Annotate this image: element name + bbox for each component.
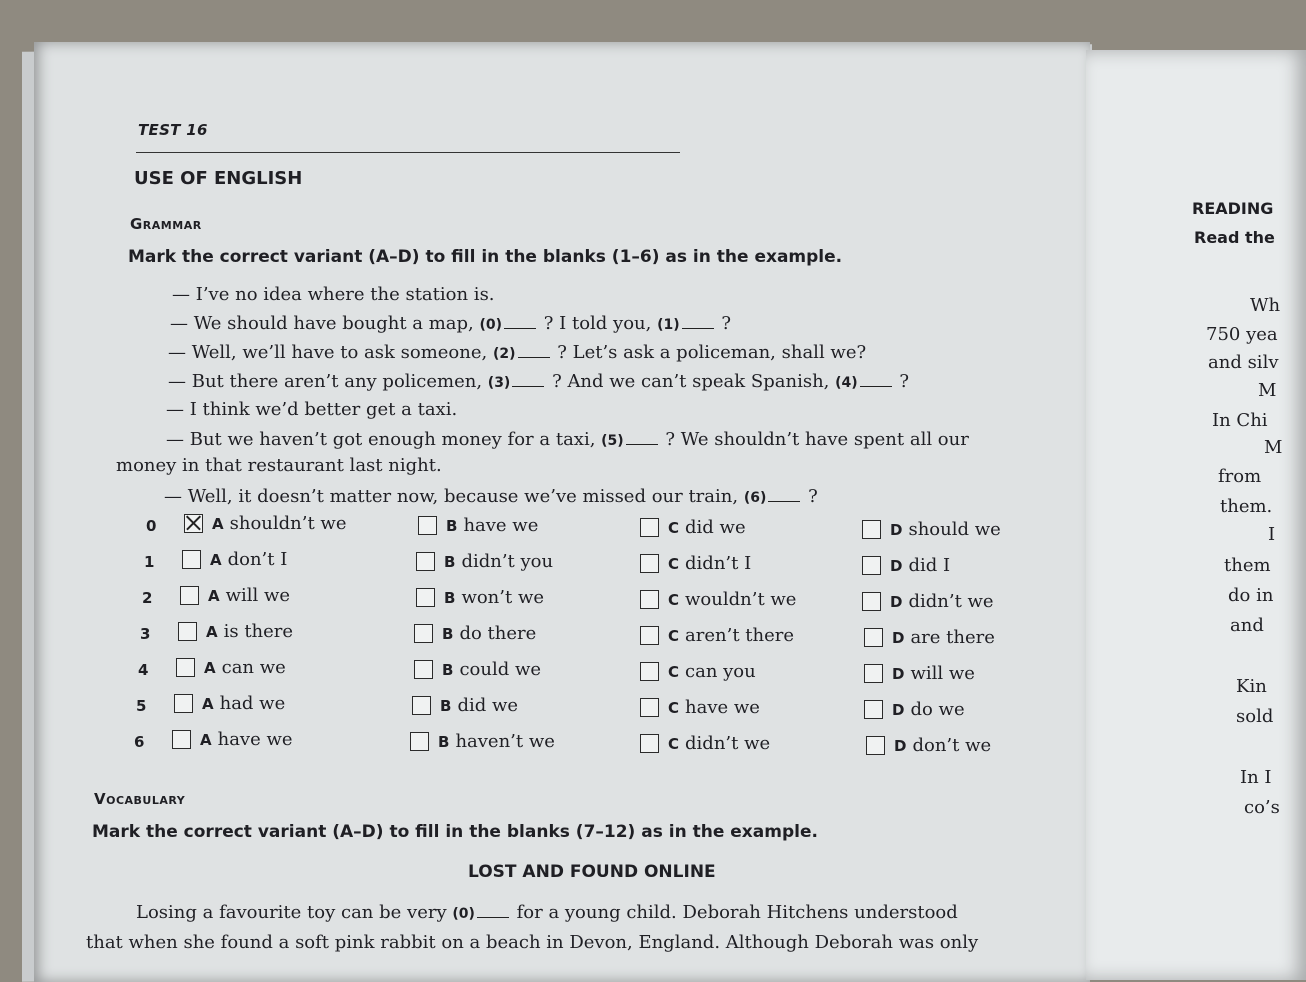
option-letter: D	[890, 592, 903, 611]
option-1-a[interactable]	[182, 549, 287, 570]
option-text: don’t we	[912, 735, 992, 756]
option-text: don’t I	[227, 549, 288, 570]
grammar-instruction: Mark the correct variant (A–D) to fill in the blanks (1–6) as in the example.	[128, 247, 843, 267]
checkbox[interactable]	[410, 732, 429, 751]
option-text: do there	[459, 623, 537, 644]
option-letter: D	[894, 736, 907, 755]
option-text: is there	[223, 621, 294, 642]
section-title: USE OF ENGLISH	[134, 168, 303, 189]
option-text: shouldn’t we	[229, 513, 347, 534]
option-6-c[interactable]	[640, 733, 770, 754]
option-2-b[interactable]	[416, 587, 544, 608]
right-page-fragment: co’s	[1244, 797, 1280, 818]
blank	[860, 374, 892, 387]
checkbox[interactable]	[416, 552, 435, 571]
option-letter: C	[668, 590, 680, 609]
option-0-c[interactable]	[640, 517, 746, 538]
right-page-fragment: sold	[1236, 706, 1274, 727]
grammar-title: Grammar	[130, 215, 202, 233]
option-4-b[interactable]	[414, 659, 541, 680]
vocabulary-title: Vocabulary	[94, 790, 186, 808]
option-letter: A	[200, 730, 212, 749]
option-letter: D	[892, 664, 905, 683]
right-page-fragment: 750 yea	[1206, 324, 1278, 345]
option-3-b[interactable]	[414, 623, 536, 644]
option-text: could we	[459, 659, 542, 680]
option-letter: B	[440, 696, 452, 715]
right-page-fragment: M	[1258, 380, 1277, 401]
right-page-fragment: and silv	[1208, 352, 1279, 373]
option-4-a[interactable]	[176, 657, 286, 678]
option-letter: C	[668, 698, 680, 717]
option-1-d[interactable]	[862, 555, 950, 576]
option-3-d[interactable]	[864, 627, 995, 648]
option-text: will we	[225, 585, 291, 606]
dialogue-line: — Well, it doesn’t matter now, because we’ve missed our train, (6) ?	[164, 486, 818, 507]
checkbox[interactable]	[418, 516, 437, 535]
option-2-a[interactable]	[180, 585, 290, 606]
option-letter: B	[442, 660, 454, 679]
option-text: did we	[457, 695, 519, 716]
checkbox[interactable]	[412, 696, 431, 715]
right-page-fragment: them.	[1220, 496, 1273, 517]
blank	[768, 489, 800, 502]
checkbox[interactable]	[862, 592, 881, 611]
option-text: are there	[910, 627, 995, 648]
checkbox[interactable]	[864, 700, 883, 719]
option-0-a[interactable]	[184, 513, 346, 534]
option-letter: B	[442, 624, 454, 643]
option-5-a[interactable]	[174, 693, 285, 714]
right-page-fragment: from	[1218, 466, 1262, 487]
option-letter: C	[668, 518, 680, 537]
right-page-fragment: In Chi	[1212, 410, 1268, 431]
right-page-fragment: them	[1224, 555, 1271, 576]
option-text: didn’t we	[685, 733, 771, 754]
blank	[518, 345, 550, 358]
checkbox[interactable]	[180, 586, 199, 605]
option-text: won’t we	[461, 587, 545, 608]
option-text: haven’t we	[455, 731, 555, 752]
option-text: do we	[910, 699, 965, 720]
option-text: didn’t we	[908, 591, 994, 612]
option-letter: A	[204, 658, 216, 677]
option-text: have we	[217, 729, 293, 750]
question-number: 1	[144, 553, 155, 571]
right-page-fragment: Kin	[1236, 676, 1267, 697]
story-line: that when she found a soft pink rabbit on a beach in Devon, England. Although Deborah was only	[86, 932, 979, 953]
option-0-b[interactable]	[418, 515, 538, 536]
checkbox[interactable]	[184, 514, 203, 533]
checkbox[interactable]	[414, 660, 433, 679]
right-page	[1086, 50, 1306, 980]
checkbox[interactable]	[414, 624, 433, 643]
right-page-fragment: do in	[1228, 585, 1274, 606]
option-text: did we	[685, 517, 746, 538]
option-4-d[interactable]	[864, 663, 975, 684]
option-text: have we	[463, 515, 539, 536]
option-letter: B	[444, 552, 456, 571]
question-number: 2	[142, 589, 153, 607]
right-page-fragment: In I	[1240, 767, 1272, 788]
reading-heading: READING	[1192, 199, 1274, 218]
option-text: didn’t you	[461, 551, 554, 572]
option-text: will we	[910, 663, 975, 684]
checkbox[interactable]	[640, 662, 659, 681]
checkbox[interactable]	[640, 518, 659, 537]
right-page-fragment: M	[1264, 437, 1283, 458]
test-label: TEST 16	[138, 121, 208, 139]
option-5-c[interactable]	[640, 697, 760, 718]
option-2-c[interactable]	[640, 589, 796, 610]
option-text: can you	[685, 661, 756, 682]
checkbox[interactable]	[640, 590, 659, 609]
option-letter: A	[202, 694, 214, 713]
option-0-d[interactable]	[862, 519, 1001, 540]
checkbox[interactable]	[866, 736, 885, 755]
blank	[512, 374, 544, 387]
option-6-b[interactable]	[410, 731, 555, 752]
option-letter: C	[668, 554, 680, 573]
option-letter: C	[668, 662, 680, 681]
option-letter: D	[892, 700, 905, 719]
question-number: 0	[146, 517, 157, 535]
checkbox[interactable]	[178, 622, 197, 641]
question-number: 6	[134, 733, 145, 751]
option-letter: A	[208, 586, 220, 605]
option-letter: B	[438, 732, 450, 751]
story-line: Losing a favourite toy can be very (0) for a young child. Deborah Hitchens understood	[136, 902, 958, 923]
option-letter: D	[890, 556, 903, 575]
option-text: wouldn’t we	[685, 589, 797, 610]
option-letter: D	[890, 520, 903, 539]
dialogue-line: — We should have bought a map, (0) ? I told you, (1) ?	[170, 313, 732, 334]
option-4-c[interactable]	[640, 661, 756, 682]
dialogue-line: — I think we’d better get a taxi.	[166, 399, 458, 420]
option-3-a[interactable]	[178, 621, 293, 642]
option-1-c[interactable]	[640, 553, 751, 574]
option-text: did I	[908, 555, 951, 576]
dialogue-line: — Well, we’ll have to ask someone, (2) ? Let’s ask a policeman, shall we?	[168, 342, 867, 363]
dialogue-line: — But we haven’t got enough money for a taxi, (5) ? We shouldn’t have spent all our	[166, 429, 969, 450]
blank	[626, 432, 658, 445]
option-letter: A	[210, 550, 222, 569]
reading-instruction: Read the	[1194, 228, 1275, 247]
blank	[477, 905, 509, 918]
checkbox[interactable]	[640, 734, 659, 753]
option-text: should we	[908, 519, 1001, 540]
checkbox[interactable]	[640, 554, 659, 573]
blank	[682, 316, 714, 329]
option-letter: A	[212, 514, 224, 533]
option-letter: D	[892, 628, 905, 647]
option-text: aren’t there	[685, 625, 795, 646]
option-6-d[interactable]	[866, 735, 991, 756]
checkbox[interactable]	[864, 664, 883, 683]
option-letter: A	[206, 622, 218, 641]
checkbox[interactable]	[176, 658, 195, 677]
blank	[504, 316, 536, 329]
option-text: had we	[219, 693, 286, 714]
checkbox[interactable]	[416, 588, 435, 607]
dialogue-line: — I’ve no idea where the station is.	[172, 284, 495, 305]
checkbox[interactable]	[864, 628, 883, 647]
checkbox[interactable]	[640, 698, 659, 717]
option-text: can we	[221, 657, 286, 678]
story-title: LOST AND FOUND ONLINE	[468, 862, 716, 882]
checkbox[interactable]	[172, 730, 191, 749]
dialogue-line: — But there aren’t any policemen, (3) ? And we can’t speak Spanish, (4) ?	[168, 371, 910, 392]
checkbox[interactable]	[862, 520, 881, 539]
checkbox[interactable]	[862, 556, 881, 575]
dialogue-line: money in that restaurant last night.	[116, 455, 442, 476]
vocabulary-instruction: Mark the correct variant (A–D) to fill in the blanks (7–12) as in the example.	[92, 822, 818, 842]
right-page-fragment: Wh	[1250, 295, 1281, 316]
option-2-d[interactable]	[862, 591, 994, 612]
checkbox[interactable]	[174, 694, 193, 713]
option-6-a[interactable]	[172, 729, 293, 750]
option-5-b[interactable]	[412, 695, 518, 716]
checkbox[interactable]	[640, 626, 659, 645]
option-text: have we	[685, 697, 760, 718]
option-letter: C	[668, 626, 680, 645]
option-letter: B	[444, 588, 456, 607]
right-page-fragment: I	[1268, 524, 1276, 545]
question-number: 4	[138, 661, 149, 679]
header-rule	[136, 152, 680, 153]
question-number: 3	[140, 625, 151, 643]
option-letter: B	[446, 516, 458, 535]
option-text: didn’t I	[685, 553, 752, 574]
right-page-fragment: and	[1230, 615, 1264, 636]
question-number: 5	[136, 697, 147, 715]
checkbox[interactable]	[182, 550, 201, 569]
option-3-c[interactable]	[640, 625, 794, 646]
option-letter: C	[668, 734, 680, 753]
option-1-b[interactable]	[416, 551, 553, 572]
option-5-d[interactable]	[864, 699, 965, 720]
